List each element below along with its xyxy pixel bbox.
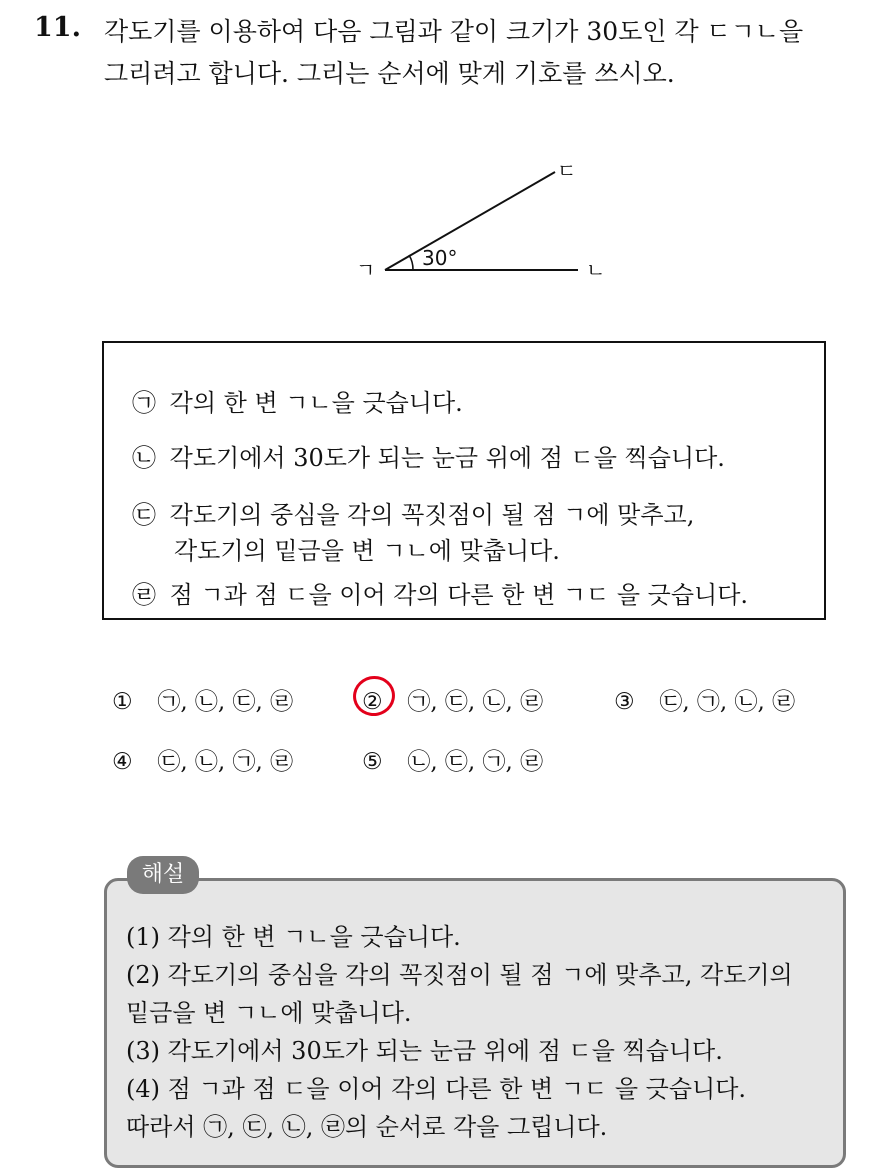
solution-line: 따라서 ㉠, ㉢, ㉡, ㉣의 순서로 각을 그립니다.	[126, 1113, 608, 1141]
steps-box	[102, 341, 826, 620]
solution-line: (3) 각도기에서 30도가 되는 눈금 위에 점 ㄷ을 찍습니다.	[126, 1037, 723, 1065]
choice-number: ⑤	[362, 749, 383, 775]
step-text: 점 ㄱ과 점 ㄷ을 이어 각의 다른 한 변 ㄱㄷ 을 긋습니다.	[169, 581, 749, 609]
step-marker: ㉣	[132, 581, 156, 609]
question-text-line-2: 그리려고 합니다. 그리는 순서에 맞게 기호를 쓰시오.	[104, 59, 675, 88]
choice-number: ②	[362, 689, 383, 715]
step-item	[132, 383, 463, 418]
angle-arc	[409, 255, 413, 270]
solution-line: (2) 각도기의 중심을 각의 꼭짓점이 될 점 ㄱ에 맞추고, 각도기의	[126, 961, 793, 989]
vertex-label: ㄱ	[356, 258, 376, 282]
choice-text: ㉠, ㉡, ㉢, ㉣	[157, 689, 294, 715]
choice-number: ①	[112, 689, 133, 715]
question-text-line-1: 각도기를 이용하여 다음 그림과 같이 크기가 30도인 각 ㄷㄱㄴ을	[104, 17, 804, 46]
step-item	[132, 495, 694, 530]
question-number: 11.	[34, 12, 81, 43]
solution-line: (4) 점 ㄱ과 점 ㄷ을 이어 각의 다른 한 변 ㄱㄷ 을 긋습니다.	[126, 1075, 747, 1103]
angle-label: 30°	[422, 246, 458, 270]
step-marker: ㉠	[132, 389, 156, 417]
step-text: 각도기에서 30도가 되는 눈금 위에 점 ㄷ을 찍습니다.	[169, 444, 725, 472]
angle-figure-svg	[350, 150, 620, 290]
step-text: 각도기의 중심을 각의 꼭짓점이 될 점 ㄱ에 맞추고,	[169, 501, 695, 529]
step-text-continued: 각도기의 밑금을 변 ㄱㄴ에 맞춥니다.	[174, 537, 560, 565]
choice-number: ④	[112, 749, 133, 775]
step-item	[132, 575, 748, 610]
solution-line: (1) 각의 한 변 ㄱㄴ을 긋습니다.	[126, 923, 461, 951]
step-marker: ㉢	[132, 501, 156, 529]
choice-3[interactable]	[614, 683, 795, 716]
choice-4[interactable]	[112, 743, 293, 776]
choice-5[interactable]	[362, 743, 543, 776]
step-marker: ㉡	[132, 444, 156, 472]
choice-text: ㉠, ㉢, ㉡, ㉣	[407, 689, 544, 715]
step-item	[132, 438, 725, 473]
choice-number: ③	[614, 689, 635, 715]
solution-tag: 해설	[127, 856, 199, 894]
top-point-label: ㄷ	[557, 159, 577, 183]
choice-text: ㉡, ㉢, ㉠, ㉣	[407, 749, 544, 775]
choice-1[interactable]	[112, 683, 293, 716]
choice-text: ㉢, ㉡, ㉠, ㉣	[157, 749, 294, 775]
solution-line: 밑금을 변 ㄱㄴ에 맞춥니다.	[126, 999, 412, 1027]
choice-text: ㉢, ㉠, ㉡, ㉣	[659, 689, 796, 715]
end-point-label: ㄴ	[586, 258, 606, 282]
ray-giyeok-digeut	[385, 172, 555, 270]
step-text: 각의 한 변 ㄱㄴ을 긋습니다.	[169, 389, 463, 417]
angle-figure	[350, 150, 620, 290]
